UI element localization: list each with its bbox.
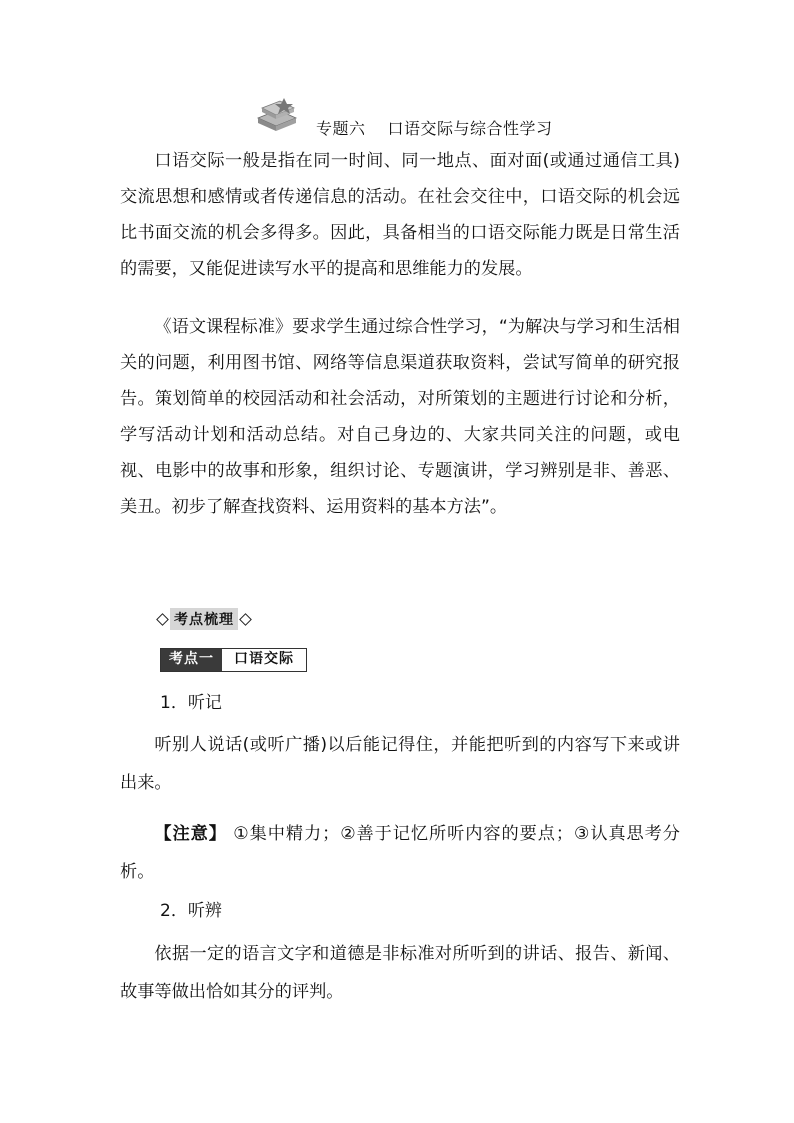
item-body-listening-discernment: 依据一定的语言文字和道德是非标准对所听到的讲话、报告、新闻、故事等做出恰如其分的评判。 [120,944,680,1002]
intro-paragraph-2: 《语文课程标准》要求学生通过综合性学习，“为解决与学习和生活相关的问题，利用图书馆、网络等信息渠道获取资料，尝试写简单的研究报告。策划简单的校园活动和社会活动，对所策划的主题进行讨论和分析，学写活动计划和活动总结。对自己身边的、大家共同关注的问题，或电视、电影中的故事和形象，组织讨论、专题演讲，学习辨别是非、善恶、美丑。初步了解查找资料、运用资料的基本方法”。 [120,317,680,517]
section-badge [158,608,250,630]
note-label: 【注意】 [154,824,227,844]
note-paragraph [120,815,680,891]
note-body: ①集中精力；②善于记忆所听内容的要点；③认真思考分析。 [120,824,680,882]
diamond-left-icon [156,613,169,626]
topic-number: 考点一 [161,649,222,671]
section-badge-label: 考点梳理 [170,608,238,630]
item-title-listening-memory: 1．听记 [160,693,222,713]
item-body-listening-memory: 听别人说话(或听广播)以后能记得住，并能把听到的内容写下来或讲出来。 [120,735,680,793]
diamond-right-icon [239,613,252,626]
book-stack-icon [254,96,300,136]
item-title-listening-discernment: 2．听辨 [160,901,222,921]
page-title [316,116,553,139]
page-header [254,96,614,136]
chapter-number: 专题六 [316,119,366,138]
intro-paragraph-1: 口语交际一般是指在同一时间、同一地点、面对面(或通过通信工具)交流思想和感情或者传递信息的活动。在社会交往中，口语交际的机会远比书面交流的机会多得多。因此，具备相当的口语交际能力既是日常生活的需要，又能促进读写水平的提高和思维能力的发展。 [120,151,680,279]
chapter-title: 口语交际与综合性学习 [387,119,553,138]
topic-name: 口语交际 [222,649,306,671]
topic-label [160,648,307,672]
